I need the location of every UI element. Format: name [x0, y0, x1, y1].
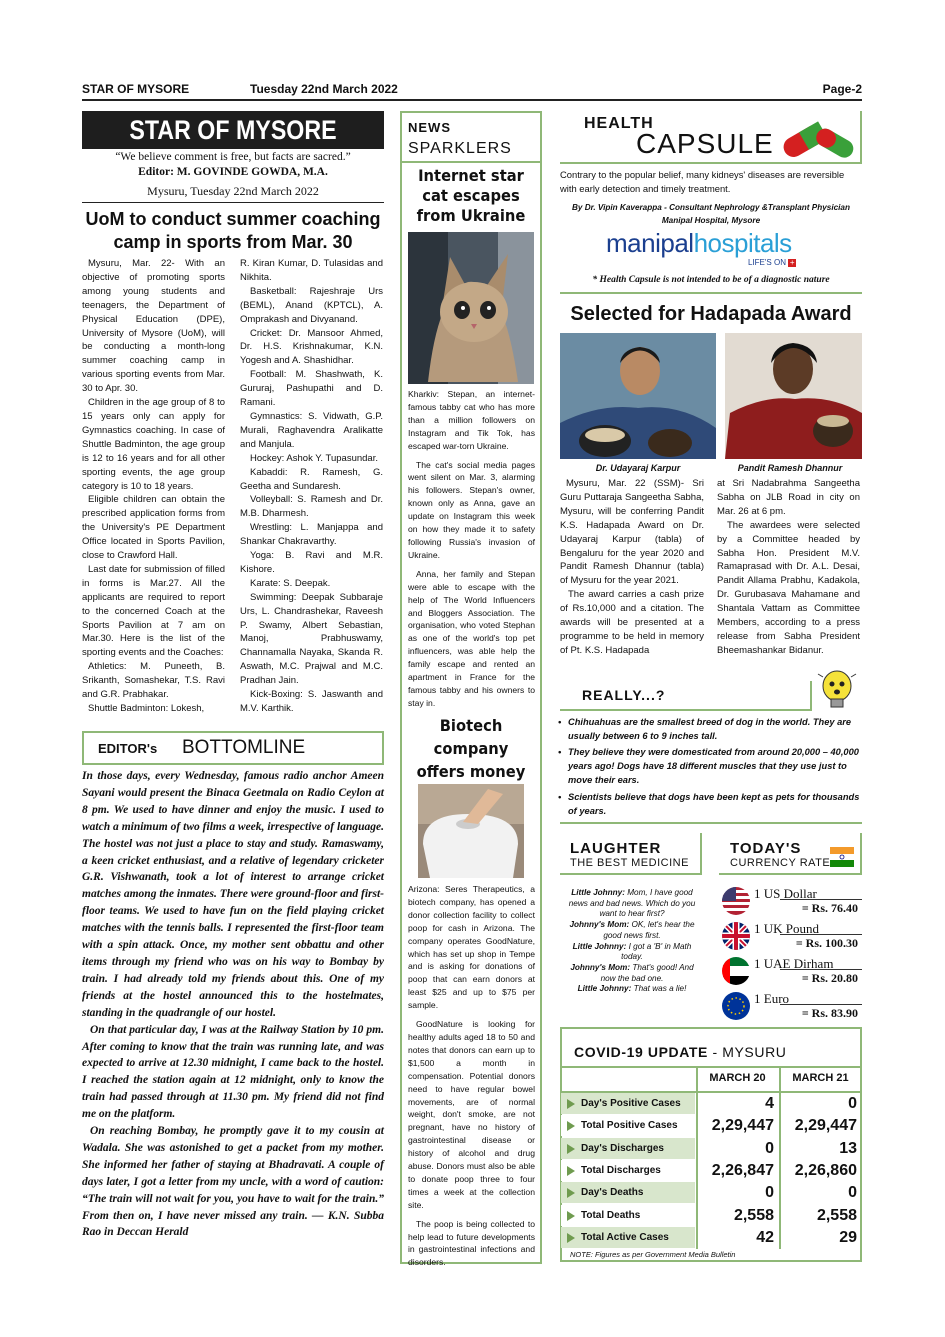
uom-para: Hockey: Ashok Y. Tupasundar. — [250, 452, 378, 464]
covid-row-value: 29 — [839, 1229, 857, 1246]
really-item-text: • Scientists believe that dogs have been kept as pets for thousands of years. — [568, 792, 860, 816]
editors-body — [82, 768, 384, 1241]
cat-headline: Internet star cat escapes from Ukraine — [416, 166, 526, 225]
uom-para: Football: M. Shashwath, K. Gururaj, Pashupathi and D. Ramani. — [240, 369, 383, 409]
health-divider — [560, 292, 862, 294]
triangle-icon — [567, 1099, 575, 1109]
currency-label-bold: TODAY'S — [730, 840, 802, 857]
uom-para: Swimming: Deepak Subbaraje Urs, L. Chandrashekar, Raveesh P. Swamy, Albert Sebastian, Manoj, Prabhuswamy, Channamalla Nayaka, Skanda R. Aswath, M.C. Prajwal and M.C. Pradhan Jain. — [240, 591, 383, 687]
covid-row-label: Total Deaths — [561, 1205, 695, 1226]
triangle-icon — [567, 1188, 575, 1198]
caption-ramesh: Pandit Ramesh Dhannur — [737, 463, 843, 473]
editors-para: On that particular day, I was at the Railway Station by 10 pm. After coming to know that the train was running late, and was expected to arrive at 12.30 midnight, I came back to the hostel. I reached the station again at 12 midnight, only to know the train had passed through at 11.30 pm. My friend did not find me on the platform. — [82, 1023, 384, 1121]
biotech-para: The poop is being collected to help lead to future developments in gastrointestinal infections and disorders. — [408, 1218, 535, 1268]
currency-rule — [780, 899, 862, 900]
uom-col1 — [82, 257, 225, 716]
uom-para: Athletics: M. Puneeth, B. Srikanth, Somashekar, T.S. Ravi and G.R. Prabhakar. — [82, 661, 225, 701]
health-label-bold: HEALTH — [584, 115, 654, 132]
really-item — [560, 745, 862, 787]
header-paper: STAR OF MYSORE — [82, 82, 190, 96]
joke-speaker: Johnny's Mom: — [570, 962, 631, 972]
really-label — [560, 681, 812, 711]
joke-line: OK, let's hear the good news first. — [603, 920, 695, 940]
hadapada-para: The awardees were selected by a Committee headed by Sabha Hon. President M.V. Ramaprasad with Dr. A.L. Desai, Pandit Allama Prabhu, Kadakola, Dr. Gurubasava Mahamane and Shantala Vattam as Committee Members, according to a press release from Sabha President Bheemashankar Bidanur. — [717, 519, 860, 656]
hadapada-para: The award carries a cash prize of Rs.10,000 and a citation. The awards will be presented at a programme to be held in memory of Pt. K.S. Hadapada — [560, 589, 704, 656]
covid-row-value: 0 — [848, 1184, 857, 1201]
health-note: * Health Capsule is not intended to be of a diagnostic nature — [592, 275, 830, 285]
cat-para: Kharkiv: Stepan, an internet-famous tabby cat who has more than a million followers on Instagram and Tik Tok, has escaped war-torn Ukraine. — [408, 389, 535, 451]
triangle-icon — [567, 1233, 575, 1243]
really-divider — [560, 822, 862, 824]
uom-para: Yoga: B. Ravi and M.R. Kishore. — [240, 550, 383, 575]
biotech-headline: Biotech company offers money — [416, 716, 526, 781]
toilet-photo — [418, 784, 524, 878]
editors-label-bold: EDITOR's — [98, 741, 158, 756]
covid-row-value: 42 — [756, 1229, 774, 1246]
covid-row-value: 2,29,447 — [794, 1117, 857, 1134]
masthead-editor: Editor: M. GOVINDE GOWDA, M.A. — [138, 166, 328, 178]
manipal-logo-word2: hospitals — [693, 228, 792, 258]
news-label-bold: NEWS — [408, 120, 451, 135]
currency-label — [719, 833, 862, 875]
covid-row-value: 2,26,860 — [794, 1162, 857, 1179]
uom-col2 — [240, 257, 383, 716]
joke-speaker: Little Johnny: — [572, 941, 627, 951]
covid-row — [561, 1160, 861, 1181]
cat-para: Anna, her family and Stepan were able to escape with the help of The World Influencers and Bloggers Association. The organisation, who voted Stephan as one of the world's top pet influencers, was able help the family escape and rented an apartment in France for the famous tabby and his owners to stay in. — [408, 568, 535, 708]
currency-name: 1 UAE Dirham — [754, 956, 834, 971]
hadapada-col2 — [717, 477, 860, 658]
caption-udayaraj: Dr. Udayaraj Karpur — [595, 463, 681, 473]
plus-icon: + — [789, 258, 795, 267]
india-flag-icon — [830, 847, 854, 872]
uom-para: Cricket: Dr. Mansoor Ahmed, Dr. H.S. Krishnakumar, K.N. Yogesh and A. Shashidhar. — [240, 327, 383, 367]
masthead-dateline: Mysuru, Tuesday 22nd March 2022 — [147, 184, 319, 198]
masthead-motto: “We believe comment is free, but facts are sacred.” — [115, 151, 351, 163]
currency-gbp — [720, 920, 862, 953]
covid-row-value: 13 — [839, 1140, 857, 1157]
triangle-icon — [567, 1144, 575, 1154]
health-byline-line1: By Dr. Vipin Kaverappa - Consultant Nephrology &Transplant Physician — [572, 203, 850, 212]
currency-usd — [720, 885, 862, 918]
currency-rate: = Rs. 76.40 — [801, 901, 858, 915]
covid-row-value: 2,29,447 — [711, 1117, 774, 1134]
cat-para: The cat's social media pages went silent on Mar. 3, alarming his followers. Stepan's owner, known only as Anna, gave an update on Instagram this week on how they made it to safety following Russia's invasion of Ukraine. — [408, 459, 535, 560]
health-label-light: CAPSULE — [636, 128, 774, 159]
covid-row-label: Day's Deaths — [561, 1182, 695, 1203]
uom-para: Kick-Boxing: S. Jaswanth and M.V. Karthik. — [240, 689, 383, 714]
hadapada-headline: Selected for Hadapada Award — [570, 303, 852, 325]
uae-flag-icon — [722, 957, 750, 985]
masthead — [82, 111, 384, 149]
masthead-divider — [82, 202, 384, 203]
photo-udayaraj-karpur — [560, 333, 716, 459]
biotech-para: Arizona: Seres Therapeutics, a biotech company, has opened a donor collection facility to collect poop for cash in Arizona. The company operates GoodNature, which has set up shop in Tempe and is asking for donations of poop that can earn donors at least $25 and up to $75 per sample. — [408, 884, 535, 1011]
manipal-logo-word1: manipal — [606, 228, 694, 258]
currency-name: 1 Euro — [754, 991, 790, 1006]
eu-flag-icon — [722, 992, 750, 1020]
uom-para: Shuttle Badminton: Lokesh, — [88, 703, 205, 714]
covid-col-march21: MARCH 21 — [792, 1072, 849, 1084]
uom-para: Last date for submission of filled in forms is Mar.27. All the applicants are required to report to the concerned Coach at the Sports Pavilion at 7 am on Mar.30. Here is the list of the sporting events and the Coaches: — [82, 563, 225, 659]
editors-label-light: BOTTOMLINE — [182, 737, 306, 758]
currency-rule — [780, 969, 862, 970]
covid-row-value: 0 — [848, 1095, 857, 1112]
masthead-name: STAR OF MYSORE — [129, 115, 337, 145]
photo-ramesh-dhannur — [725, 333, 862, 459]
hadapada-para: Mysuru, Mar. 22 (SSM)- Sri Guru Puttaraja Sangeetha Sabha, Mysuru, will be conferring Pandit K.S. Hadapada Award on Dr. Udayaraj Karpur (tabla) of Bengaluru for the year 2020 and Pandit Ramesh Dhannur (tabla) of Mysuru for the year 2021. — [560, 478, 704, 587]
covid-row-label: Day's Discharges — [561, 1138, 695, 1159]
laughter-label-bold: LAUGHTER — [570, 840, 662, 857]
joke-line: I got a 'B' in Math today. — [621, 941, 692, 962]
capsule-pills-icon — [778, 115, 858, 168]
header-page: Page-2 — [822, 82, 862, 96]
lightbulb-icon — [814, 668, 860, 712]
covid-row — [561, 1115, 861, 1136]
uom-headline — [80, 208, 386, 254]
health-capsule-label — [560, 111, 862, 164]
editors-bottomline-label — [82, 731, 384, 765]
really-item-text: • They believe they were domesticated from around 20,000 – 40,000 years ago! Dogs have 18 different muscles that they use just to move their ears. — [568, 747, 859, 785]
editors-para: On reaching Bombay, he promptly gave it to my cousin at Wadala. She was astonished to get a packet from my mother. She informed her father of staying at Bhadravati. A couple of days later, I got a letter from my uncle, with a word of caution: “The train will not wait for you, you have to wait for the train.” From then on, I have never missed any train. — K.N. Subba Rao in Deccan Herald — [82, 1125, 384, 1239]
currency-label-light: CURRENCY RATE — [730, 857, 831, 869]
cat-story — [408, 388, 535, 710]
biotech-story — [408, 883, 535, 1269]
uom-para: Mysuru, Mar. 22- With an objective of promoting sports among young students and teenagers, the Department of Physical Education (DPE), University of Mysore (UoM), will be conducting a month-long summer coaching camp in various sporting events from Mar. 30 to Apr. 30. — [82, 258, 225, 395]
uk-flag-icon — [722, 922, 750, 950]
laughter-label — [560, 833, 702, 875]
covid-row-label: Total Discharges — [561, 1160, 695, 1181]
currency-eur — [720, 990, 862, 1023]
covid-row — [561, 1093, 861, 1114]
really-item — [560, 790, 862, 818]
news-label-light: SPARKLERS — [408, 140, 512, 157]
covid-col-march20: MARCH 20 — [709, 1072, 766, 1084]
really-label-text: REALLY...? — [582, 687, 666, 703]
health-text: Contrary to the popular belief, many kidneys' diseases are reversible with early detection and timely treatment. — [560, 169, 845, 194]
covid-title — [574, 1044, 787, 1060]
covid-row-label: Total Positive Cases — [561, 1115, 695, 1136]
currency-rate: = Rs. 20.80 — [801, 971, 858, 985]
currency-rule — [780, 1004, 862, 1005]
page-header — [82, 80, 862, 101]
covid-row-value: 0 — [765, 1140, 774, 1157]
covid-row-value: 4 — [765, 1095, 774, 1112]
news-divider — [400, 161, 542, 163]
uom-para: Basketball: Rajeshraje Urs (BEML), Anand (KPTCL), A. Omprakash and Divyanand. — [240, 285, 383, 325]
covid-title-rule — [560, 1066, 862, 1068]
covid-row-value: 0 — [765, 1184, 774, 1201]
uom-para: Eligible children can obtain the prescribed application forms from the University's PE Department Office located in Sports Pavilion, close to Crawford Hall. — [82, 494, 225, 562]
hadapada-col1 — [560, 477, 704, 658]
really-item — [560, 715, 862, 743]
joke-speaker: Johnny's Mom: — [569, 920, 630, 930]
joke-line: That's good! And now the bad one. — [600, 962, 694, 983]
uom-para: Children in the age group of 8 to 15 years only can apply for Gymnastics coaching. In case of Shuttle Badminton, the age group is 12 to 16 years and for all other sporting events, the age group category is 10 to 18 years. — [82, 397, 225, 492]
covid-note: NOTE: Figures as per Government Media Bulletin — [570, 1250, 736, 1259]
currency-name: 1 US Dollar — [754, 886, 817, 901]
covid-row — [561, 1138, 861, 1159]
covid-title-light: - MYSURU — [707, 1044, 787, 1060]
uom-para: Kabaddi: R. Ramesh, G. Geetha and Sundaresh. — [240, 466, 383, 492]
joke-speaker: Little Johnny: — [571, 888, 625, 897]
manipal-logo — [606, 228, 792, 259]
really-item-text: • Chihuahuas are the smallest breed of dog in the world. They are usually between 6 to 9 inches tall. — [568, 717, 852, 741]
covid-row — [561, 1227, 861, 1248]
currency-aed — [720, 955, 862, 988]
covid-row — [561, 1205, 861, 1226]
covid-row-value: 2,558 — [733, 1207, 774, 1224]
uom-headline-line1: UoM to conduct summer coaching — [85, 209, 381, 229]
covid-row-value: 2,26,847 — [711, 1162, 774, 1179]
joke-speaker: Little Johnny: — [577, 984, 632, 994]
currency-rule — [780, 934, 862, 935]
joke-line: That was a lie! — [631, 984, 687, 994]
currency-rate: = Rs. 83.90 — [801, 1006, 858, 1020]
covid-row-label: Day's Positive Cases — [561, 1093, 695, 1114]
covid-row-label: Total Active Cases — [561, 1227, 695, 1248]
laughter-label-light: THE BEST MEDICINE — [570, 857, 689, 869]
currency-rate: = Rs. 100.30 — [795, 936, 858, 950]
triangle-icon — [567, 1121, 575, 1131]
triangle-icon — [567, 1211, 575, 1221]
covid-row — [561, 1182, 861, 1203]
us-flag-icon — [722, 887, 750, 915]
uom-para: R. Kiran Kumar, D. Tulasidas and Nikhita. — [240, 258, 383, 283]
biotech-para: GoodNature is looking for healthy adults aged 18 to 50 and notes that donors can earn up to $1,500 a month in compensation. Potential donors need to have regular bowel movements, are of normal weight, don't smoke, are not pregnant, have no history of gastrointestinal disease or history of alcohol and drug abuse. Donors must also be able to donate poop three to four times a week at the collection site. — [408, 1019, 535, 1210]
uom-para: Gymnastics: S. Vidwath, G.P. Murali, Raghavendra Aralikatte and Manjula. — [240, 410, 383, 450]
currency-name: 1 UK Pound — [754, 921, 820, 936]
joke-line: Mom, I have good news and bad news. Which do you want to hear first? — [568, 888, 696, 919]
header-date: Tuesday 22nd March 2022 — [250, 82, 398, 96]
health-byline — [560, 201, 862, 227]
manipal-tagline — [748, 258, 796, 267]
covid-row-value: 2,558 — [816, 1207, 857, 1224]
triangle-icon — [567, 1166, 575, 1176]
uom-para: Volleyball: S. Ramesh and Dr. M.B. Dharmesh. — [240, 494, 383, 520]
uom-para: Karate: S. Deepak. — [250, 577, 331, 589]
laughter-joke — [562, 888, 702, 995]
hadapada-para: at Sri Nadabrahma Sangeetha Sabha on JLB Road in city on Mar. 26 at 6 pm. — [717, 478, 860, 517]
health-byline-line2: Manipal Hospital, Mysore — [661, 216, 761, 225]
covid-title-bold: COVID-19 UPDATE — [574, 1044, 708, 1060]
manipal-tagline-text: LIFE'S ON — [748, 258, 786, 267]
uom-para: Wrestling: L. Manjappa and Shankar Chakravarthy. — [240, 522, 383, 548]
uom-headline-line2: camp in sports from Mar. 30 — [113, 232, 353, 252]
cat-photo — [408, 232, 534, 384]
editors-para: In those days, every Wednesday, famous radio anchor Ameen Sayani would present the Binaca Geetmala on Radio Ceylon at 8 pm. We used to have dinner and enjoy the music. I used to watch a minimum of two films a week, irrespective of language. The hostel was not just a place to stay and study. Ramaswamy, a keen cricket enthusiast, and a relative of legendary cricketer G.R. Vishwanath, took a lot of interest to arrange cricket matches among the inmates. There were ground-floor and first-floor teams. We used to have fun on the field playing cricket matches with the tennis balls. I represented the first-floor team with a spin attack. Once, my mother sent obbattu and other items through my friend who was on his way to Bombay by train. I had already told my friends about this. One of my friends at the hostel announced this to the hostelmates, standing in the quadrangle of our hostel. — [82, 770, 384, 1019]
